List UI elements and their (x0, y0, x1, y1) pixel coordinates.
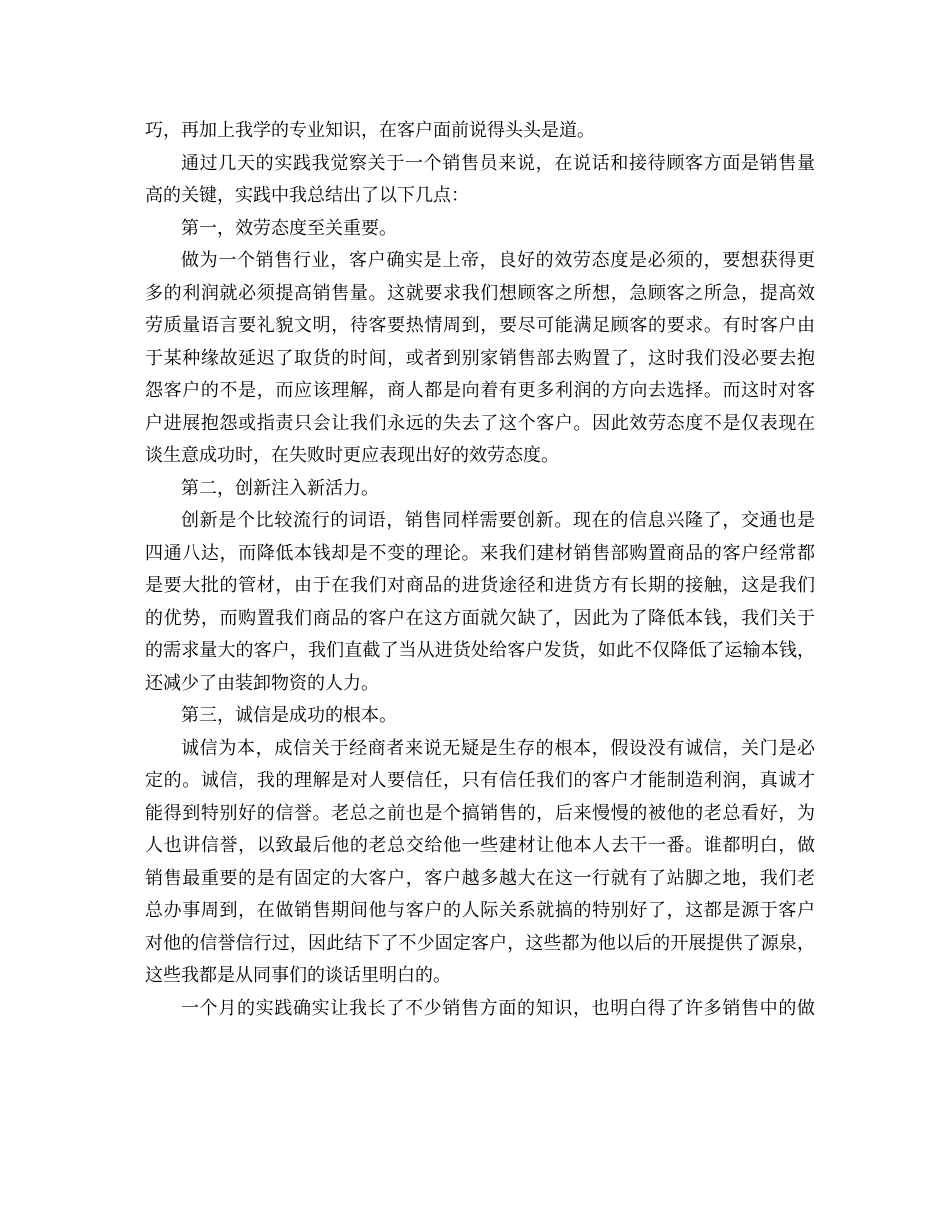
section-heading: 第三，诚信是成功的根本。 (181, 705, 397, 726)
paragraph-first-line: 做为一个销售行业，客户确实是上帝，良好的效劳态度是必须的，要想获得更 (181, 250, 815, 271)
text-line: 人也讲信誉，以致最后他的老总交给他一些建材让他本人去干一番。谁都明白，做 (145, 835, 815, 856)
text-line: 定的。诚信，我的理解是对人要信任，只有信任我们的客户才能制造利润，真诚才 (145, 770, 815, 791)
text-line: 谈生意成功时，在失败时更应表现出好的效劳态度。 (145, 445, 559, 466)
text-line: 多的利润就必须提高销售量。这就要求我们想顾客之所想，急顾客之所急，提高效 (145, 282, 815, 304)
text-line: 于某种缘故延迟了取货的时间，或者到别家销售部去购置了，这时我们没必要去抱 (145, 347, 815, 369)
text-line: 能得到特别好的信誉。老总之前也是个搞销售的，后来慢慢的被他的老总看好，为 (145, 802, 815, 824)
text-line: 的需求量大的客户，我们直截了当从进货处给客户发货，如此不仅降低了运输本钱， (145, 640, 815, 661)
text-line: 四通八达，而降低本钱却是不变的理论。来我们建材销售部购置商品的客户经常都 (145, 542, 815, 564)
text-line: 的优势，而购置我们商品的客户在这方面就欠缺了，因此为了降低本钱，我们关于 (145, 607, 815, 629)
paragraph-first-line: 一个月的实践确实让我长了不少销售方面的知识，也明白得了许多销售中的做 (181, 997, 815, 1019)
text-line: 对他的信誉信行过，因此结下了不少固定客户，这些都为他以后的开展提供了源泉， (145, 932, 815, 954)
paragraph-first-line: 诚信为本，成信关于经商者来说无疑是生存的根本，假设没有诚信，关门是必 (181, 737, 815, 759)
text-line: 总办事周到，在做销售期间他与客户的人际关系就搞的特别好了，这都是源于客户 (145, 900, 815, 921)
paragraph-first-line: 创新是个比较流行的词语，销售同样需要创新。现在的信息兴隆了，交通也是 (181, 510, 815, 531)
section-heading: 第一，效劳态度至关重要。 (181, 217, 397, 239)
text-line: 销售最重要的是有固定的大客户，客户越多越大在这一行就有了站脚之地，我们老 (145, 867, 815, 889)
text-line: 怨客户的不是，而应该理解，商人都是向着有更多利润的方向去选择。而这时对客 (145, 380, 815, 401)
text-line: 户进展抱怨或指责只会让我们永远的失去了这个客户。因此效劳态度不是仅表现在 (145, 412, 815, 434)
section-heading: 第二，创新注入新活力。 (181, 477, 379, 499)
text-line: 这些我都是从同事们的谈话里明白的。 (145, 965, 451, 986)
text-line: 高的关键，实践中我总结出了以下几点： (145, 185, 469, 206)
text-line: 还减少了由装卸物资的人力。 (145, 672, 379, 694)
text-line: 劳质量语言要礼貌文明，待客要热情周到，要尽可能满足顾客的要求。有时客户由 (145, 315, 815, 336)
paragraph-first-line: 通过几天的实践我觉察关于一个销售员来说，在说话和接待顾客方面是销售量 (181, 152, 815, 174)
text-line: 是要大批的管材，由于在我们对商品的进货途径和进货方有长期的接触，这是我们 (145, 575, 815, 596)
document-body (145, 115, 815, 1025)
text-line: 巧，再加上我学的专业知识，在客户面前说得头头是道。 (145, 120, 595, 141)
